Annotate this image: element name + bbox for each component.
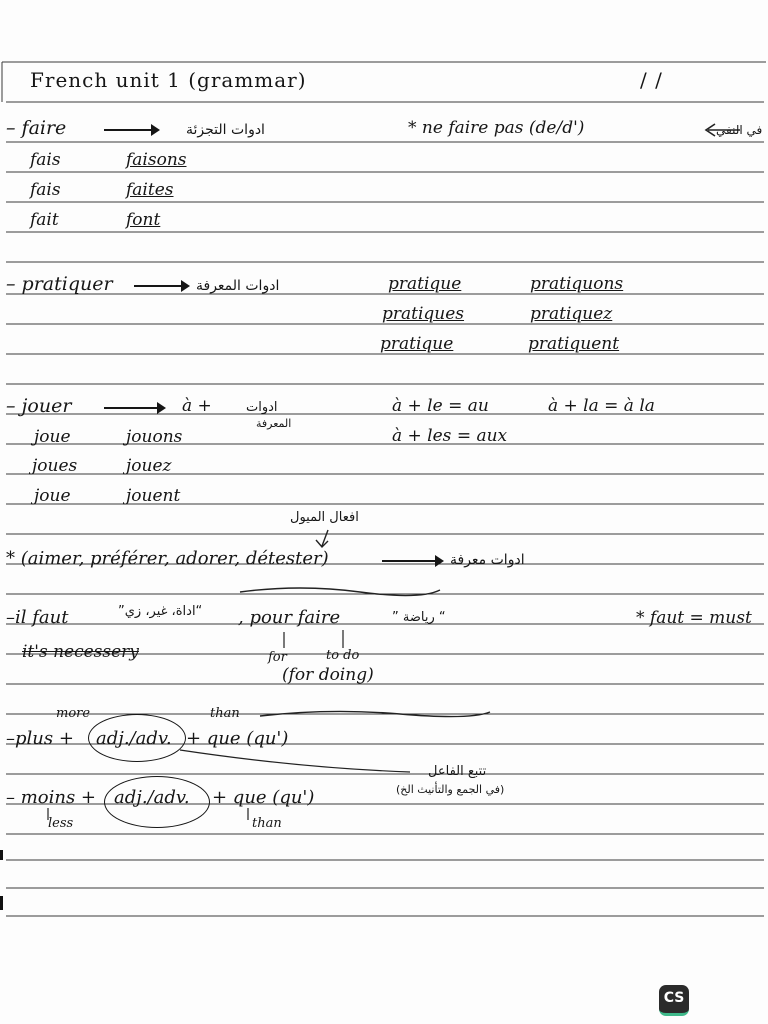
margin-mark (0, 850, 3, 860)
verb-faire: – faire (6, 117, 67, 139)
moins-formula-end: + que (qu') (212, 787, 315, 808)
margin-mark (0, 896, 3, 910)
conj-faire-1p: faisons (126, 150, 187, 170)
label-than-1: than (210, 706, 240, 721)
label-less: less (48, 816, 74, 831)
date-field: / / (640, 68, 663, 92)
arabic-label-line1: ادوات (246, 400, 278, 415)
contraction-au: à + le = au (392, 396, 489, 416)
conj-pratiquer-2s: pratiques (382, 304, 465, 324)
contraction-aux: à + les = aux (392, 426, 508, 446)
label-more: more (56, 706, 91, 721)
negation-note: * ne faire pas (de/d') (408, 118, 585, 138)
arabic-label-partitive: ادوات التجزئة (186, 122, 265, 138)
label-than-2: than (252, 816, 282, 831)
conj-faire-1s: fais (30, 150, 61, 170)
translation-for: for (268, 650, 287, 665)
conj-pratiquer-3p: pratiquent (528, 334, 620, 354)
arabic-negation-label: في النفي (716, 123, 763, 137)
conj-pratiquer-1s: pratique (388, 274, 462, 294)
moins-formula-start: – moins + (6, 787, 97, 808)
page-title: French unit 1 (grammar) (30, 68, 307, 92)
preference-verbs: * (aimer, préférer, adorer, détester) (6, 548, 329, 569)
translation-for-doing: (for doing) (282, 665, 374, 685)
conj-faire-3s: fait (30, 210, 59, 230)
camscanner-logo: CS (659, 985, 689, 1016)
translation-to-do: to do (326, 648, 360, 663)
conj-pratiquer-2p: pratiquez (530, 304, 613, 324)
verb-pratiquer: – pratiquer (6, 273, 113, 295)
arrow-right-icon (104, 129, 158, 131)
conj-jouer-3p: jouent (126, 486, 181, 506)
conj-jouer-1s: joue (34, 427, 71, 447)
il-faut-phrase: –il faut (6, 607, 69, 628)
pour-faire: , pour faire (238, 607, 341, 628)
plus-formula-start: –plus + (6, 728, 74, 749)
translation-necessary: it's necessery (22, 642, 139, 662)
conj-jouer-2s: joues (32, 456, 78, 476)
arabic-label-line2: المعرفة (256, 417, 292, 430)
arabic-label-definite-2: ادوات معرفة (450, 552, 525, 568)
arabic-note-line1: تتبع الفاعل (428, 764, 487, 779)
arabic-heading-preference: افعال الميول (290, 510, 359, 525)
conj-jouer-3s: joue (34, 486, 71, 506)
conj-faire-3p: font (126, 210, 161, 230)
conj-jouer-1p: jouons (126, 427, 183, 447)
plus-formula-end: + que (qu') (186, 728, 289, 749)
arrow-right-icon (382, 560, 442, 562)
conj-faire-2p: faites (126, 180, 174, 200)
moins-formula-adj: adj./adv. (114, 787, 190, 808)
conj-jouer-2p: jouez (126, 456, 172, 476)
arabic-note-line2: (في الجمع والتأنيث الخ) (396, 783, 505, 796)
verb-jouer: – jouer (6, 395, 72, 417)
conj-faire-2s: fais (30, 180, 61, 200)
conj-pratiquer-1p: pratiquons (530, 274, 624, 294)
must-note: * faut = must (636, 608, 752, 628)
contraction-a-la: à + la = à la (548, 396, 655, 416)
arabic-quote-2: “ رياضة ” (392, 610, 446, 625)
arrow-right-icon (104, 407, 164, 409)
plus-formula-adj: adj./adv. (96, 728, 172, 749)
arabic-label-definite: ادوات المعرفة (196, 278, 280, 294)
conj-pratiquer-3s: pratique (380, 334, 454, 354)
preposition-a: à + (182, 396, 212, 416)
arabic-quote-1: “اداة، غير، زي” (118, 604, 203, 619)
arrow-right-icon (134, 285, 188, 287)
